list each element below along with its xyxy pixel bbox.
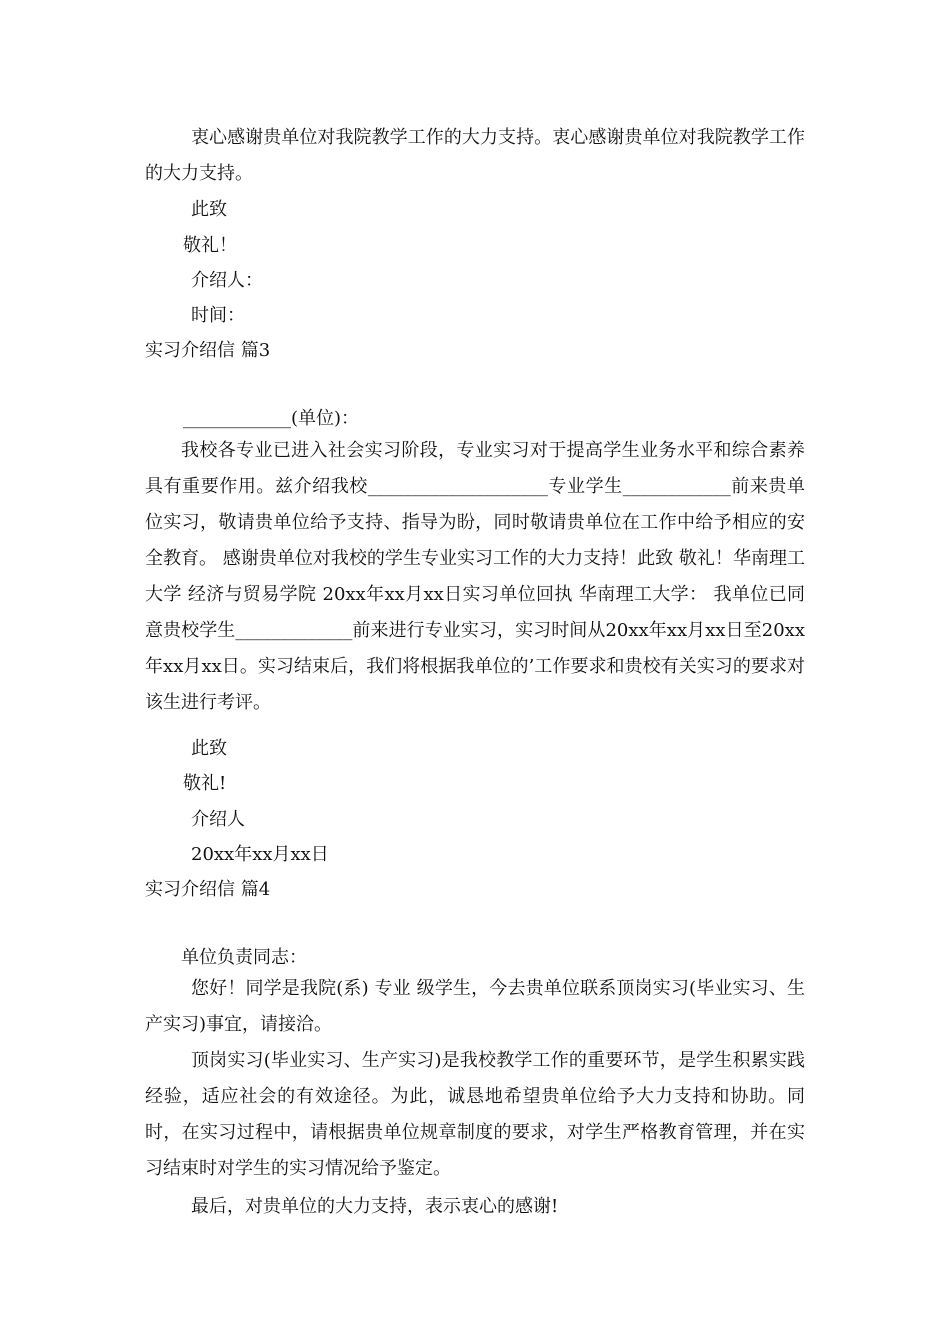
cizhi-line-3: 此致 bbox=[191, 738, 227, 759]
unit-salutation: ____________(单位)： bbox=[183, 408, 360, 429]
time-line: 时间： bbox=[191, 305, 245, 326]
section4-para2: 顶岗实习(毕业实习、生产实习)是我校教学工作的重要环节，是学生积累实践经验，适应社会的有效途径。为此，诚恳地希望贵单位给予大力支持和协助。同时，在实习过程中，请根据贵单位规章制度的要求，对学生严格教育管理，并在实习结束时对学生的实习情况给予鉴定。 bbox=[145, 1050, 805, 1179]
section-heading-4: 实习介绍信 篇4 bbox=[145, 879, 271, 900]
cizhi-line: 此致 bbox=[191, 199, 227, 220]
date-line-3: 20xx年xx月xx日 bbox=[191, 844, 329, 865]
section4-para1: 您好！同学是我院(系) 专业 级学生，今去贵单位联系顶岗实习(毕业实习、生产实习)事宜，请接洽。 bbox=[145, 978, 805, 1035]
section-heading-3: 实习介绍信 篇3 bbox=[145, 340, 271, 361]
jingli-line-3: 敬礼! bbox=[183, 773, 227, 794]
section3-body: 我校各专业已进入社会实习阶段，专业实习对于提高学生业务水平和综合素养具有重要作用。兹介绍我校____________________专业学生____________前来贵单位实习，敬请贵单位给予支持、指导为盼，同时敬请贵单位在工作中给予相应的安全教育。 感谢贵单位对我校的学生专业实习工作的大力支持！此致 敬礼！华南理工大学 经济与贸易学院 20xx年xx月xx日实习单位回执 华南理工大学： 我单位已同意贵校学生_____________前来进行专业实习，实习时间从20xx年xx月xx日至20xx年xx月xx日。实习结束后，我们将根据我单位的’工作要求和贵校有关实习的要求对该生进行考评。 bbox=[145, 440, 805, 713]
leader-salutation: 单位负责同志： bbox=[181, 947, 307, 968]
section4-para3: 最后，对贵单位的大力支持，表示衷心的感谢! bbox=[191, 1196, 559, 1217]
introducer-line: 介绍人： bbox=[191, 270, 263, 291]
jingli-line: 敬礼！ bbox=[183, 235, 237, 256]
closing-paragraph: 衷心感谢贵单位对我院教学工作的大力支持。衷心感谢贵单位对我院教学工作的大力支持。 bbox=[145, 127, 805, 184]
introducer-line-3: 介绍人 bbox=[191, 809, 245, 830]
